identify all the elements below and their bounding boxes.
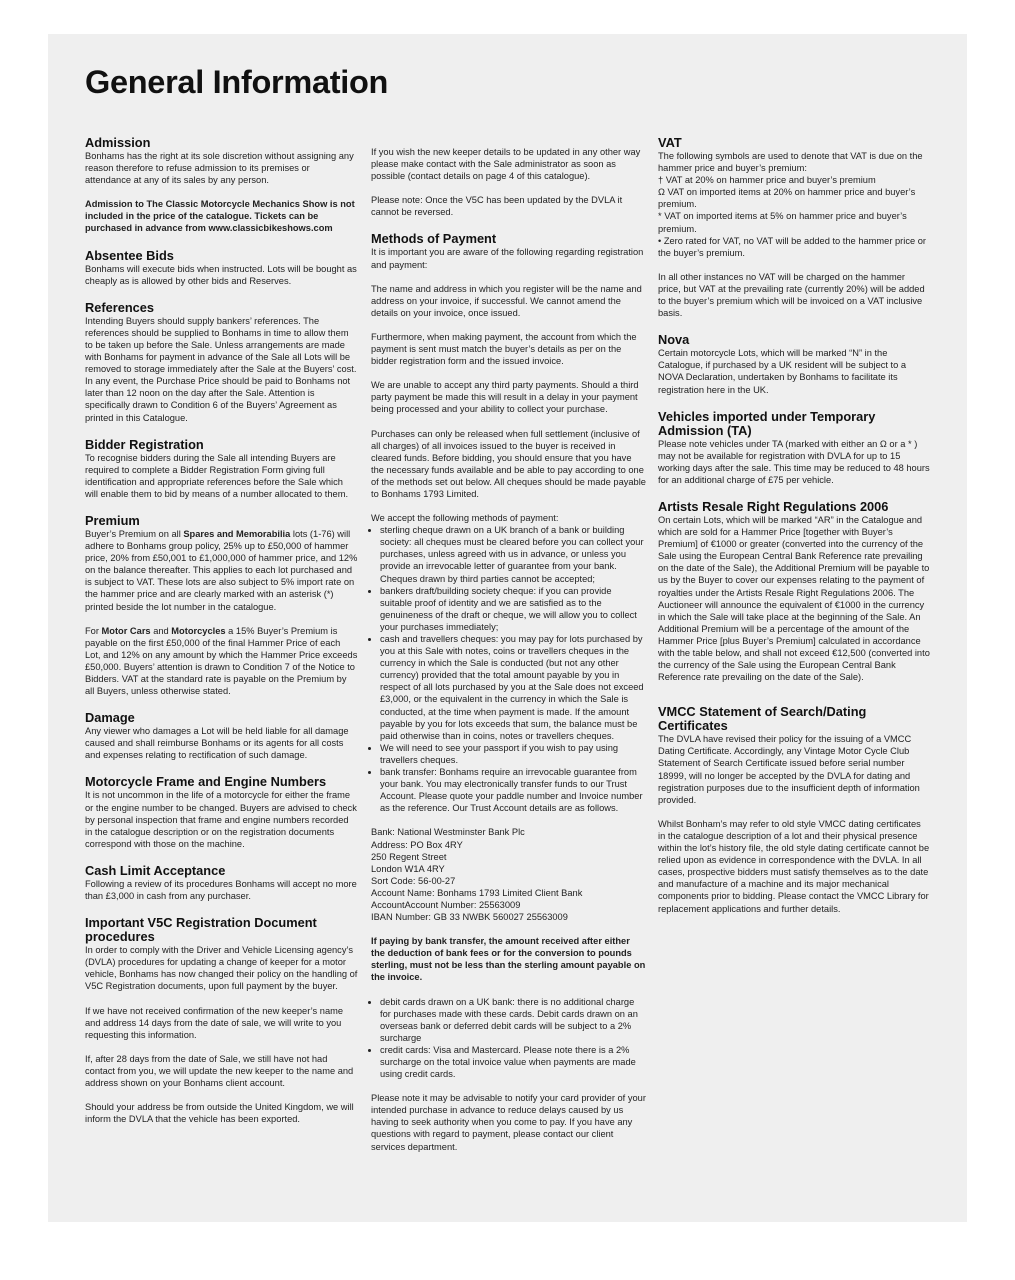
payment-heading: Methods of Payment	[371, 231, 497, 247]
references-text: Intending Buyers should supply bankers’ references. The references should be supplied to Bonhams in time to allow them to be taken up before the Sale. Unless arrangements are made with Bonhams for payment in advance of the Sale all Lots will be removed to storage immediately after the Sale at the Buyers’ cost. In any event, the Purchase Price should be paid to Bonhams not later than 12 noon on the day after the Sale. Attention is specifically drawn to Condition 6 of the Buyers’ Agreement as printed in this Catalogue.	[85, 315, 357, 423]
column-middle	[371, 136, 646, 1153]
frame-heading: Motorcycle Frame and Engine Numbers	[85, 774, 327, 790]
page-title: General Information	[85, 64, 389, 100]
bidder-text: To recognise bidders during the Sale all intending Buyers are required to complete a Bidder Registration Form giving full identification and appropriate references before the Sale which will enable them to bid by means of a number allocated to them.	[85, 452, 349, 499]
references-heading: References	[85, 299, 155, 315]
list-item: • debit cards drawn on a UK bank: there is no additional charge for purchases made with these cards. Debit cards drawn on an overseas bank or deferred debit cards will be subject to a 2% surcharge	[380, 996, 646, 1044]
vat-symbol-dagger: † VAT at 20% on hammer price and buyer’s premium	[658, 175, 876, 186]
bank-line: AccountAccount Number: 25563009	[371, 899, 521, 910]
bank-line: Sort Code: 56-00-27	[371, 875, 456, 886]
nova-heading: Nova	[658, 332, 690, 348]
admission-heading: Admission	[85, 135, 151, 150]
v5c-text-3: If, after 28 days from the date of Sale, we still have not had contact from you, we will update the new keeper to the name and address shown on your Bonhams client account.	[85, 1053, 354, 1088]
v5c-heading: Important V5C Registration Document procedures	[85, 915, 317, 945]
bank-line: Bank: National Westminster Bank Plc	[371, 827, 525, 838]
vmcc-text-2: Whilst Bonham’s may refer to old style VMCC dating certificates in the catalogue description of a lot and their physical presence within the lot’s history file, the old style dating certificate cannot be relied upon as evidence in correspondence with the DVLA. In all cases, prospective bidders must satisfy themselves as to the date and manufacture of a machine and its major mechanical components prior to bidding. Please contact the VMCC Library for replacement applications and further details.	[658, 818, 930, 914]
vat-symbol-asterisk: * VAT on imported items at 5% on hammer price and buyer’s premium.	[658, 211, 907, 234]
payment-methods-list	[371, 524, 646, 814]
vat-heading: VAT	[658, 135, 682, 150]
arr-heading: Artists Resale Right Regulations 2006	[658, 498, 889, 514]
card-provider-note: Please note it may be advisable to notify your card provider of your intended purchase in advance to reduce delays caused by us having to seek authority when you come to pay. If you have any questions with regard to payment, please contact our client services department.	[371, 1093, 646, 1152]
absentee-heading: Absentee Bids	[85, 247, 174, 263]
bank-line: IBAN Number: GB 33 NWBK 560027 25563009	[371, 912, 568, 923]
v5c-text-2: If we have not received confirmation of the new keeper’s name and address 14 days from the date of sale, we will write to you requesting this information.	[85, 1005, 344, 1040]
vat-symbol-omega: Ω VAT on imported items at 20% on hammer price and buyer’s premium.	[658, 187, 916, 210]
list-item: • We will need to see your passport if you wish to pay using travellers cheques.	[380, 742, 646, 766]
list-item: • cash and travellers cheques: you may pay for lots purchased by you at this Sale with notes, coins or travellers cheques in the currency in which the Sale is conducted (but not any other currency) provided that the total amount payable by you in respect of all lots purchased by you at the Sale does not exceed £3,000, or the equivalent in the currency in which the Sale is conducted, at the time when payment is made. If the amount payable by you for lots exceeds that sum, the balance must be paid otherwise than in coins, notes or travellers cheques.	[380, 633, 646, 742]
premium-text-1: Buyer’s Premium on all Spares and Memorabilia lots (1-76) will adhere to Bonhams group policy, 25% up to £50,000 of hammer price, 20% from £50,001 to £1,000,000 of hammer price, and 12% on the balance thereafter. This applies to each lot purchased and is subject to VAT. These lots are also subject to 5% import rate on the hammer price and are clearly marked with an asterisk (*) printed beside the lot number in the catalogue.	[85, 528, 358, 612]
bank-line: London W1A 4RY	[371, 863, 445, 874]
vat-symbol-bullet: • Zero rated for VAT, no VAT will be added to the hammer price or the buyer’s premium.	[658, 235, 926, 258]
v5c-text-4: Should your address be from outside the United Kingdom, we will inform the DVLA that the vehicle has been exported.	[85, 1102, 354, 1125]
bidder-heading: Bidder Registration	[85, 436, 204, 452]
bank-line: Address: PO Box 4RY	[371, 839, 463, 850]
bank-line: 250 Regent Street	[371, 851, 447, 862]
bank-details	[371, 826, 646, 923]
arr-text: On certain Lots, which will be marked “AR” in the Catalogue and which are sold for a Hammer Price [together with Buyer’s Premium] of €1000 or greater (converted into the currency of the Sale using the European Central Bank Reference rate prevailing on the date of the Sale), the Additional Premium will be payable to us by the Buyer to cover our expenses relating to the payment of royalties under the Artists Resale Right Regulations 2006. The Auctioneer will announce the equivalent of €1000 in the currency in which the Sale will take place at the beginning of the Sale. An Additional Premium will be a percentage of the amount of the Hammer Price [plus Buyer’s Premium] calculated in accordance with the table below, and shall not exceed €12,500 (converted into the currency of the Sale using the European Central Bank Reference rate prevailing on the date of the Sale).	[658, 514, 930, 683]
v5c-text-1: In order to comply with the Driver and Vehicle Licensing agency’s (DVLA) procedures for updating a change of keeper for a motor vehicle, Bonhams has now changed their policy on the handling of V5C Registration documents, upon full payment by the buyer.	[85, 945, 358, 992]
nova-text: Certain motorcycle Lots, which will be marked “N” in the Catalogue, if purchased by a UK resident will be subject to a NOVA Declaration, undertaken by Bonhams to facilitate its registration here in the UK.	[658, 348, 907, 395]
frame-text: It is not uncommon in the life of a motorcycle for either the frame or the engine number to be changed. Buyers are advised to check by personal inspection that frame and engine numbers recorded in the catalogue description or on the registration documents correspond with those on the machine.	[85, 790, 357, 849]
payment-text-4: We are unable to accept any third party payments. Should a third party payment be made this will result in a delay in your payment being processed and your ability to collect your purchase.	[371, 380, 639, 415]
ta-heading: Vehicles imported under Temporary Admission (TA)	[658, 408, 876, 438]
list-item: • sterling cheque drawn on a UK branch of a bank or building society: all cheques must be cleared before you can collect your purchases, unless agreed with us in advance, or unless you provide an irrevocable letter of guarantee from your bank. Cheques drawn by third parties cannot be accepted;	[380, 524, 646, 584]
payment-text-2: The name and address in which you register will be the name and address on your invoice, if successful. We cannot amend the details on your invoice, once issued.	[371, 283, 642, 318]
payment-methods-intro: We accept the following methods of payment:	[371, 513, 559, 524]
cash-heading: Cash Limit Acceptance	[85, 862, 226, 878]
list-item: • bankers draft/building society cheque: if you can provide suitable proof of identity and we are satisfied as to the genuineness of the draft or cheque, we will allow you to collect your purchases immediately;	[380, 585, 646, 633]
list-item: • credit cards: Visa and Mastercard. Please note there is a 2% surcharge on the total invoice value when payments are made using credit cards.	[380, 1044, 646, 1080]
bank-line: Account Name: Bonhams 1793 Limited Client Bank	[371, 887, 583, 898]
column-right	[658, 136, 930, 915]
admission-show-note: Admission to The Classic Motorcycle Mechanics Show is not included in the price of the catalogue. Tickets can be purchased in advance from www.classicbikeshows.com	[85, 199, 355, 234]
damage-text: Any viewer who damages a Lot will be held liable for all damage caused and shall reimburse Bonhams or its agents for all costs and expenses relating to rectification of such damage.	[85, 726, 349, 761]
premium-heading: Premium	[85, 512, 140, 528]
card-methods-list	[371, 996, 646, 1081]
ta-text: Please note vehicles under TA (marked with either an Ω or a * ) may not be available for registration with DVLA for up to 15 working days after the sale. This time may be reduced to 48 hours for an additional charge of £75 per vehicle.	[658, 438, 930, 485]
catalogue-page	[48, 34, 967, 1222]
column-left	[85, 136, 358, 1125]
vmcc-text-1: The DVLA have revised their policy for the issuing of a VMCC Dating Certificate. Accordingly, any Vintage Motor Cycle Club Statement of Search Certificate issued before serial number 18999, will no longer be accepted by the DVLA for dating and registration purposes due to the insufficient depth of information provided.	[658, 734, 920, 805]
payment-text-1: It is important you are aware of the following regarding registration and payment:	[371, 247, 644, 270]
payment-text-3: Furthermore, when making payment, the account from which the payment is sent must match the buyer’s details as per on the bidder registration form and the issued invoice.	[371, 331, 637, 367]
v5c-note: Please note: Once the V5C has been updated by the DVLA it cannot be reversed.	[371, 195, 623, 218]
list-item: • bank transfer: Bonhams require an irrevocable guarantee from your bank. You may electronically transfer funds to our Trust Account. Please quote your paddle number and Invoice number as the reference. Our Trust Account details are as follows.	[380, 766, 646, 814]
vat-text: The following symbols are used to denote that VAT is due on the hammer price and buyer’s premium:	[658, 151, 923, 174]
bank-transfer-note: If paying by bank transfer, the amount received after either the deduction of bank fees or for the conversion to pounds sterling, must not be less than the sterling amount payable on the invoice.	[371, 936, 646, 983]
v5c-continued-text: If you wish the new keeper details to be updated in any other way please make contact with the Sale administrator as soon as possible (contact details on page 4 of this catalogue).	[371, 147, 641, 182]
vmcc-heading: VMCC Statement of Search/Dating Certificates	[658, 704, 867, 734]
vat-other-text: In all other instances no VAT will be charged on the hammer price, but VAT at the prevailing rate (currently 20%) will be added to the buyer’s premium which will be invoiced on a VAT inclusive basis.	[658, 271, 925, 319]
payment-text-5: Purchases can only be released when full settlement (inclusive of all charges) of all invoices issued to the buyer is received in cleared funds. Before bidding, you should ensure that you have the necessary funds available and be able to pay according to one of the methods set out below. All cheques should be made payable to Bonhams 1793 Limited.	[371, 428, 646, 499]
damage-heading: Damage	[85, 710, 135, 726]
absentee-text: Bonhams will execute bids when instructed. Lots will be bought as cheaply as is allowed by other bids and Reserves.	[85, 263, 357, 286]
cash-text: Following a review of its procedures Bonhams will accept no more than £3,000 in cash from any purchaser.	[85, 878, 357, 902]
premium-text-2: For Motor Cars and Motorcycles a 15% Buyer’s Premium is payable on the first £50,000 of the final Hammer Price of each Lot, and 12% on any amount by which the Hammer Price exceeds £50,000. Buyers’ attention is drawn to Condition 7 of the Notice to Bidders. VAT at the standard rate is payable on the Premium by all Buyers, unless otherwise stated.	[85, 625, 358, 697]
admission-text: Bonhams has the right at its sole discretion without assigning any reason therefore to refuse admission to its premises or attendance at any of its sales by any person.	[85, 151, 354, 186]
